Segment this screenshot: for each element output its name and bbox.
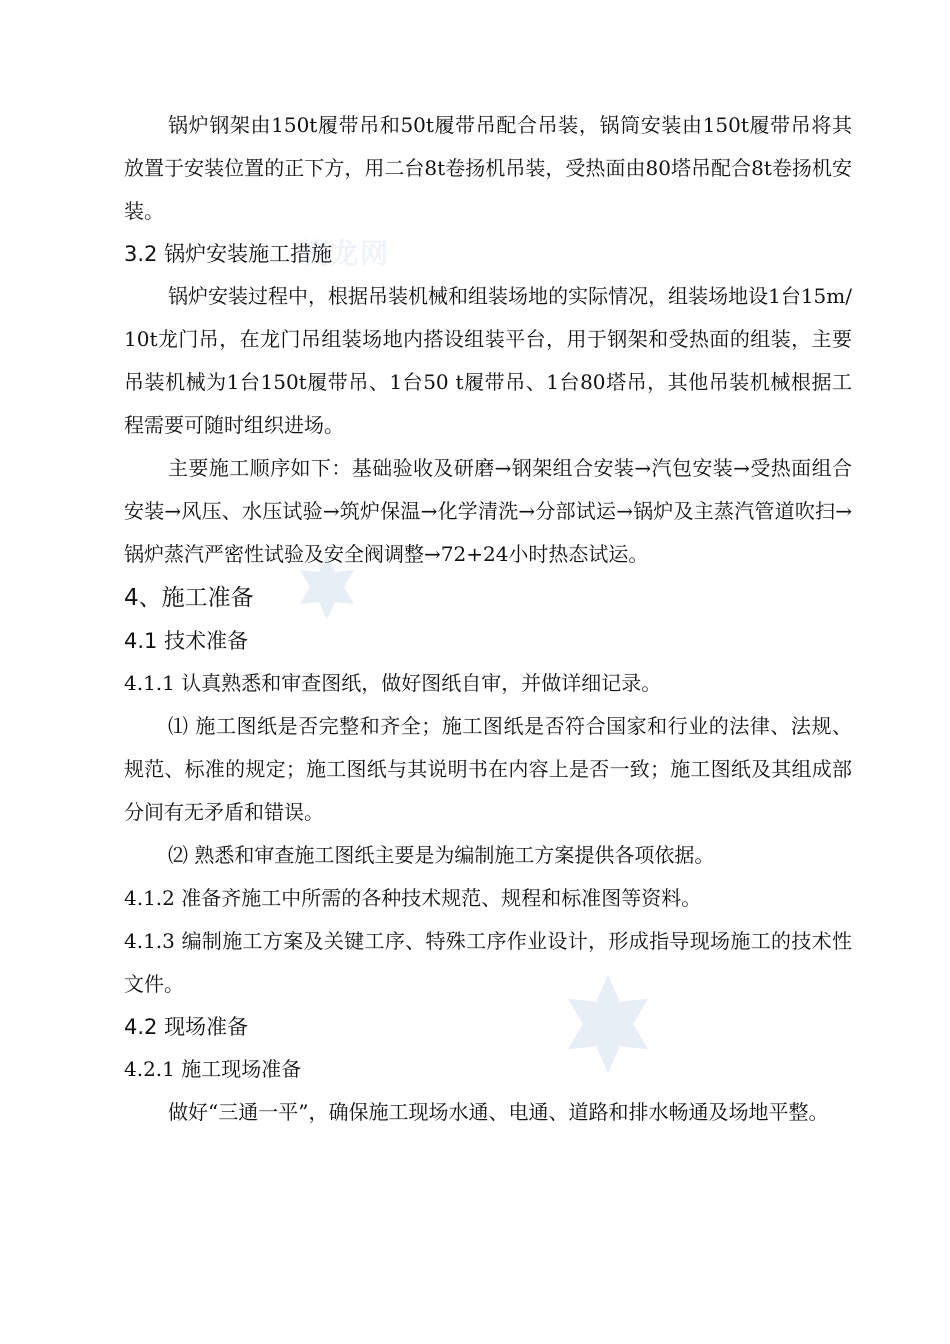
section-heading-4-1: 4.1 技术准备 xyxy=(124,629,249,653)
paragraph: 锅炉安装过程中，根据吊装机械和组装场地的实际情况，组装场地设1台15m/10t龙门吊，在龙门吊组装场地内搭设组装平台，用于钢架和受热面的组装，主要吊装机械为1台150t履带吊、1台50 t履带吊、1台80塔吊，其他吊装机械根据工程需要可随时组织进场。 xyxy=(124,284,852,437)
list-item: ⑵ 熟悉和审查施工图纸主要是为编制施工方案提供各项依据。 xyxy=(168,843,715,867)
subsection-4-1-3: 4.1.3 编制施工方案及关键工序、特殊工序作业设计，形成指导现场施工的技术性文件。 xyxy=(124,929,852,996)
subsection-4-1-1: 4.1.1 认真熟悉和审查图纸，做好图纸自审，并做详细记录。 xyxy=(124,671,662,695)
list-item: ⑴ 施工图纸是否完整和齐全；施工图纸是否符合国家和行业的法律、法规、规范、标准的规定；施工图纸与其说明书在内容上是否一致；施工图纸及其组成部分间有无矛盾和错误。 xyxy=(124,714,852,824)
paragraph: 锅炉钢架由150t履带吊和50t履带吊配合吊装，锅筒安装由150t履带吊将其放置于安装位置的正下方，用二台8t卷扬机吊装，受热面由80塔吊配合8t卷扬机安装。 xyxy=(124,113,852,223)
section-heading-4-2: 4.2 现场准备 xyxy=(124,1015,249,1039)
paragraph: 做好“三通一平”，确保施工现场水通、电通、道路和排水畅通及场地平整。 xyxy=(168,1100,829,1124)
paragraph: 主要施工顺序如下：基础验收及研磨→钢架组合安装→汽包安装→受热面组合安装→风压、水压试验→筑炉保温→化学清洗→分部试运→锅炉及主蒸汽管道吹扫→锅炉蒸汽严密性试验及安全阀调整→72+24小时热态试运。 xyxy=(124,456,852,566)
subsection-4-2-1: 4.2.1 施工现场准备 xyxy=(124,1057,302,1081)
section-heading-3-2: 3.2 锅炉安装施工措施 xyxy=(124,242,333,266)
document-body xyxy=(124,104,852,1134)
watermark-text: 筑龙网 xyxy=(300,237,391,270)
subsection-4-1-2: 4.1.2 准备齐施工中所需的各种技术规范、规程和标准图等资料。 xyxy=(124,886,702,910)
section-heading-4: 4、施工准备 xyxy=(124,585,254,611)
